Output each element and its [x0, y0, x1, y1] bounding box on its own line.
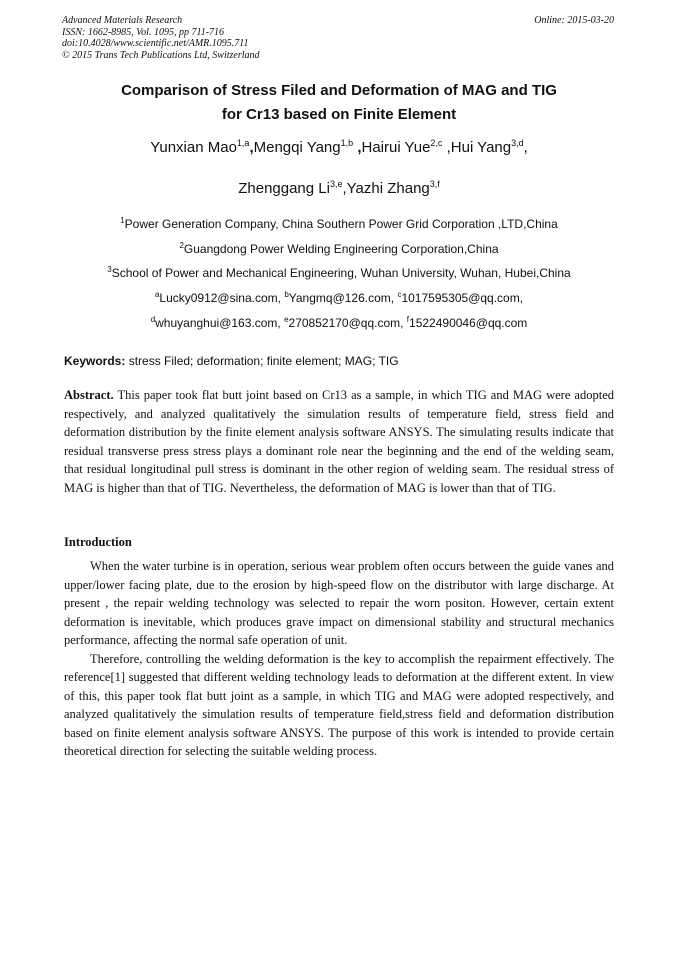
affiliation-1	[0, 217, 678, 231]
paragraph: Therefore, controlling the welding deformation is the key to accomplish the repairment effectively. The reference[1] suggested that different welding technology leads to deformation at the different extent. In view of this, this paper took flat butt joint as a sample, in which TIG and MAG were adopted respectively, and analyzed qualitatively the simulation results of temperature field,stress field and deformation distribution based on finite element analysis software ANSYS. The purpose of this work is intended to provide certain theoretical direction for selecting the suitable welding process.	[64, 651, 614, 758]
author-line-2: Zhenggang Li$^{3,e}$,Yazhi Zhang$^{3,f}$	[238, 179, 440, 197]
emails-line-1	[0, 291, 678, 305]
journal-metadata	[62, 15, 260, 61]
doi-line: doi:10.4028/www.scientific.net/AMR.1095.711	[62, 38, 249, 49]
abstract-text: This paper took flat butt joint based on Cr13 as a sample, in which TIG and MAG were adopted respectively, and analyzed qualitatively the simulation results of temperature field, stress field and deformation distribution by the finite element analysis software ANSYS. The simulating results indicate that residual transverse press stress plays a dominant role near the beginning and the end of the welding seam, that residual longitudinal pull stress is dominant in the other region of welding seam. The residual stress of MAG is higher than that of TIG. Nevertheless, the deformation of MAG is lower than that of TIG.	[64, 388, 614, 495]
email-sup: a	[154, 290, 160, 299]
email-sup: c	[397, 290, 402, 299]
paper-title	[0, 79, 678, 127]
affiliation-2	[0, 242, 678, 256]
author-name: Hairui Yue	[361, 139, 431, 156]
email-sup: e	[284, 315, 289, 324]
email: Lucky0912@sina.com,	[159, 291, 285, 305]
author-sup: 1,a	[236, 138, 250, 148]
author-name: Zhenggang Li	[238, 180, 330, 197]
email: 1017595305@qq.com,	[401, 291, 524, 305]
author-sup: 3,f	[429, 179, 440, 189]
affiliation-text: School of Power and Mechanical Engineering, Wuhan University, Wuhan, Hubei,China	[111, 266, 571, 280]
author-sup: 3,e	[329, 179, 343, 189]
email: Yangmq@126.com,	[288, 291, 398, 305]
author-name: Yunxian Mao	[150, 139, 237, 156]
keywords-label: Keywords:	[64, 354, 126, 368]
email: 270852170@qq.com,	[288, 316, 407, 330]
email-sup: b	[284, 290, 289, 299]
author-sup: 1,b	[340, 138, 354, 148]
author-name: Yazhi Zhang	[346, 180, 430, 197]
title-line-1: Comparison of Stress Filed and Deformation of MAG and TIG	[121, 82, 557, 99]
introduction-heading: Introduction	[64, 535, 132, 549]
author-line-1: Yunxian Mao$^{1,a}$,Mengqi Yang$^{1,b}$ ,Hairui Yue$^{2,c}$ ,Hui Yang$^{3,d}$,	[150, 138, 528, 156]
email: 1522490046@qq.com	[409, 316, 528, 330]
issn-line: ISSN: 1662-8985, Vol. 1095, pp 711-716	[62, 26, 225, 38]
author-name: Hui Yang	[450, 139, 512, 156]
author-name: Mengqi Yang	[253, 139, 341, 156]
paragraph: When the water turbine is in operation, serious wear problem often occurs between the guide vanes and upper/lower facing plate, due to the erosion by high-speed flow on the distributor with large discharge. At present , the repair welding technology was selected to repair the worn positon. However, certain extent deformation is inevitable, which produces grave impact on dimensional stability and structural mechanics performance, affecting the normal safe operation of unit.	[64, 559, 614, 647]
introduction-body	[64, 557, 614, 761]
emails-line-2	[0, 316, 678, 330]
email-sup: f	[406, 315, 410, 324]
keywords-text: stress Filed; deformation; finite element; MAG; TIG	[125, 354, 399, 368]
affiliation-3	[0, 266, 678, 280]
affiliation-text: Guangdong Power Welding Engineering Corporation,China	[183, 242, 499, 256]
title-line-2: for Cr13 based on Finite Element	[221, 106, 457, 123]
affiliation-text: Power Generation Company, China Southern Power Grid Corporation ,LTD,China	[124, 217, 558, 231]
email-sup: d	[150, 315, 156, 324]
affiliation-sup: 1	[120, 216, 125, 225]
author-sup: 3,d	[511, 138, 524, 148]
affiliation-sup: 3	[107, 265, 112, 274]
abstract	[64, 386, 614, 497]
journal-name: Advanced Materials Research	[62, 15, 183, 26]
copyright-line: © 2015 Trans Tech Publications Ltd, Switzerland	[62, 49, 260, 61]
affiliation-sup: 2	[179, 241, 184, 250]
author-sup: 2,c	[430, 138, 443, 148]
email: whuyanghui@163.com,	[155, 316, 285, 330]
keywords	[64, 354, 399, 368]
abstract-label: Abstract.	[64, 388, 114, 402]
online-date: Online: 2015-03-20	[534, 15, 614, 26]
